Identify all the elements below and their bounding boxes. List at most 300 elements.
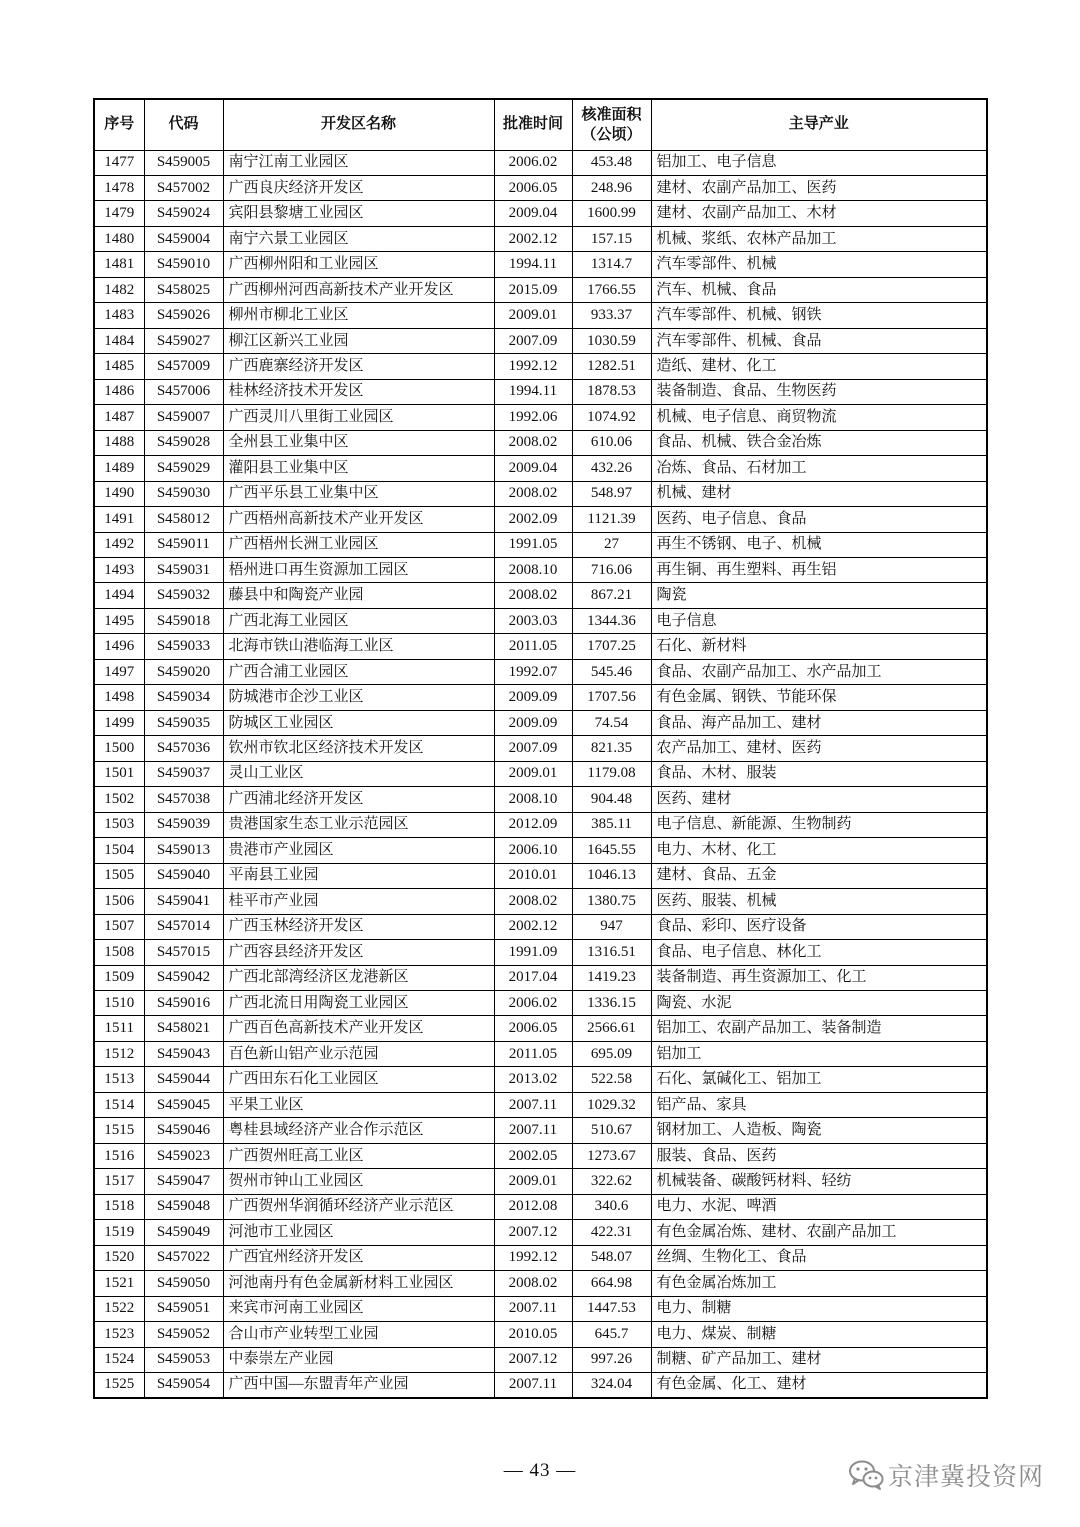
cell-code: S459047	[144, 1169, 223, 1194]
cell-approved-area: 545.46	[572, 659, 651, 684]
cell-zone-name: 梧州进口再生资源加工园区	[223, 558, 494, 583]
cell-leading-industry: 电力、水泥、啤酒	[651, 1194, 987, 1219]
cell-seq: 1478	[94, 175, 144, 200]
cell-zone-name: 广西柳州阳和工业园区	[223, 252, 494, 277]
cell-zone-name: 贺州市钟山工业园区	[223, 1169, 494, 1194]
cell-approved-area: 1029.32	[572, 1092, 651, 1117]
cell-approval-date: 2003.03	[494, 608, 572, 633]
cell-code: S457002	[144, 175, 223, 200]
cell-approval-date: 2009.01	[494, 1169, 572, 1194]
cell-approved-area: 385.11	[572, 812, 651, 837]
cell-approval-date: 2007.09	[494, 328, 572, 353]
table-row	[94, 430, 987, 455]
cell-approval-date: 2007.11	[494, 1118, 572, 1143]
cell-code: S458025	[144, 277, 223, 302]
cell-zone-name: 防城区工业园区	[223, 710, 494, 735]
cell-approval-date: 2002.05	[494, 1143, 572, 1168]
cell-leading-industry: 有色金属冶炼加工	[651, 1271, 987, 1296]
cell-leading-industry: 建材、食品、五金	[651, 863, 987, 888]
table-row	[94, 1194, 987, 1219]
cell-zone-name: 广西灵川八里街工业园区	[223, 405, 494, 430]
cell-approval-date: 2009.04	[494, 456, 572, 481]
cell-seq: 1522	[94, 1296, 144, 1321]
cell-approval-date: 2011.05	[494, 634, 572, 659]
cell-code: S459054	[144, 1373, 223, 1398]
cell-leading-industry: 钢材加工、人造板、陶瓷	[651, 1118, 987, 1143]
cell-code: S459035	[144, 710, 223, 735]
cell-code: S459046	[144, 1118, 223, 1143]
cell-approved-area: 248.96	[572, 175, 651, 200]
cell-approved-area: 27	[572, 532, 651, 557]
cell-approval-date: 2009.09	[494, 685, 572, 710]
cell-leading-industry: 陶瓷、水泥	[651, 990, 987, 1015]
cell-approved-area: 548.07	[572, 1245, 651, 1270]
cell-leading-industry: 铝产品、家具	[651, 1092, 987, 1117]
cell-approved-area: 933.37	[572, 303, 651, 328]
cell-code: S459040	[144, 863, 223, 888]
cell-seq: 1515	[94, 1118, 144, 1143]
cell-seq: 1509	[94, 965, 144, 990]
cell-code: S457006	[144, 379, 223, 404]
cell-leading-industry: 电子信息、新能源、生物制药	[651, 812, 987, 837]
cell-zone-name: 柳江区新兴工业园	[223, 328, 494, 353]
cell-approval-date: 2011.05	[494, 1041, 572, 1066]
cell-approved-area: 1766.55	[572, 277, 651, 302]
cell-approved-area: 340.6	[572, 1194, 651, 1219]
cell-approval-date: 2006.02	[494, 990, 572, 1015]
table-row	[94, 1143, 987, 1168]
cell-seq: 1486	[94, 379, 144, 404]
cell-leading-industry: 医药、电子信息、食品	[651, 507, 987, 532]
cell-zone-name: 广西贺州华润循环经济产业示范区	[223, 1194, 494, 1219]
cell-approval-date: 2010.01	[494, 863, 572, 888]
cell-code: S458012	[144, 507, 223, 532]
cell-leading-industry: 服装、食品、医药	[651, 1143, 987, 1168]
cell-zone-name: 防城港市企沙工业区	[223, 685, 494, 710]
cell-code: S457009	[144, 354, 223, 379]
cell-zone-name: 柳州市柳北工业区	[223, 303, 494, 328]
cell-code: S459004	[144, 226, 223, 251]
cell-zone-name: 宾阳县黎塘工业园区	[223, 201, 494, 226]
table-row	[94, 481, 987, 506]
cell-approved-area: 645.7	[572, 1322, 651, 1347]
table-row	[94, 1067, 987, 1092]
cell-approved-area: 904.48	[572, 787, 651, 812]
cell-approval-date: 2015.09	[494, 277, 572, 302]
cell-approved-area: 1273.67	[572, 1143, 651, 1168]
cell-zone-name: 广西浦北经济开发区	[223, 787, 494, 812]
cell-approved-area: 695.09	[572, 1041, 651, 1066]
table-row	[94, 710, 987, 735]
header-seq: 序号	[94, 99, 144, 150]
cell-seq: 1500	[94, 736, 144, 761]
cell-leading-industry: 农产品加工、建材、医药	[651, 736, 987, 761]
cell-code: S459005	[144, 150, 223, 175]
table-row	[94, 838, 987, 863]
cell-zone-name: 百色新山铝产业示范园	[223, 1041, 494, 1066]
cell-seq: 1490	[94, 481, 144, 506]
header-row	[94, 99, 987, 150]
cell-approval-date: 1991.09	[494, 940, 572, 965]
cell-approval-date: 2007.12	[494, 1220, 572, 1245]
cell-approval-date: 1992.12	[494, 1245, 572, 1270]
cell-leading-industry: 电力、木材、化工	[651, 838, 987, 863]
cell-leading-industry: 食品、海产品加工、建材	[651, 710, 987, 735]
cell-zone-name: 来宾市河南工业园区	[223, 1296, 494, 1321]
cell-leading-industry: 食品、电子信息、林化工	[651, 940, 987, 965]
cell-approval-date: 2009.09	[494, 710, 572, 735]
cell-approved-area: 821.35	[572, 736, 651, 761]
cell-approval-date: 2009.04	[494, 201, 572, 226]
cell-approval-date: 1992.06	[494, 405, 572, 430]
cell-zone-name: 广西宜州经济开发区	[223, 1245, 494, 1270]
cell-zone-name: 北海市铁山港临海工业区	[223, 634, 494, 659]
cell-approved-area: 664.98	[572, 1271, 651, 1296]
table-row	[94, 201, 987, 226]
cell-zone-name: 南宁六景工业园区	[223, 226, 494, 251]
cell-code: S459028	[144, 430, 223, 455]
table-row	[94, 1041, 987, 1066]
cell-approved-area: 716.06	[572, 558, 651, 583]
cell-zone-name: 广西容县经济开发区	[223, 940, 494, 965]
header-zone-name: 开发区名称	[223, 99, 494, 150]
cell-approved-area: 1316.51	[572, 940, 651, 965]
cell-code: S459013	[144, 838, 223, 863]
cell-leading-industry: 有色金属冶炼、建材、农副产品加工	[651, 1220, 987, 1245]
cell-leading-industry: 机械装备、碳酸钙材料、轻纺	[651, 1169, 987, 1194]
cell-code: S459020	[144, 659, 223, 684]
table-row	[94, 761, 987, 786]
cell-leading-industry: 造纸、建材、化工	[651, 354, 987, 379]
cell-code: S458021	[144, 1016, 223, 1041]
cell-approval-date: 2007.11	[494, 1092, 572, 1117]
cell-seq: 1485	[94, 354, 144, 379]
cell-approval-date: 1994.11	[494, 252, 572, 277]
cell-approved-area: 432.26	[572, 456, 651, 481]
cell-leading-industry: 装备制造、再生资源加工、化工	[651, 965, 987, 990]
cell-code: S459043	[144, 1041, 223, 1066]
table-row	[94, 405, 987, 430]
cell-approval-date: 2008.02	[494, 889, 572, 914]
table-row	[94, 812, 987, 837]
cell-approval-date: 2008.02	[494, 1271, 572, 1296]
cell-approved-area: 157.15	[572, 226, 651, 251]
cell-leading-industry: 医药、服装、机械	[651, 889, 987, 914]
cell-approval-date: 2006.02	[494, 150, 572, 175]
cell-leading-industry: 食品、木材、服装	[651, 761, 987, 786]
cell-code: S459007	[144, 405, 223, 430]
table-row	[94, 659, 987, 684]
cell-approved-area: 610.06	[572, 430, 651, 455]
cell-leading-industry: 汽车零部件、机械	[651, 252, 987, 277]
cell-leading-industry: 电力、制糖	[651, 1296, 987, 1321]
cell-approved-area: 1179.08	[572, 761, 651, 786]
table-row	[94, 583, 987, 608]
cell-seq: 1492	[94, 532, 144, 557]
cell-approval-date: 2008.10	[494, 558, 572, 583]
cell-approved-area: 1447.53	[572, 1296, 651, 1321]
table-row	[94, 379, 987, 404]
cell-approved-area: 1380.75	[572, 889, 651, 914]
cell-approval-date: 2009.01	[494, 761, 572, 786]
cell-seq: 1505	[94, 863, 144, 888]
cell-seq: 1507	[94, 914, 144, 939]
cell-seq: 1501	[94, 761, 144, 786]
cell-seq: 1503	[94, 812, 144, 837]
cell-leading-industry: 铝加工	[651, 1041, 987, 1066]
cell-code: S459010	[144, 252, 223, 277]
cell-approved-area: 453.48	[572, 150, 651, 175]
cell-approval-date: 1994.11	[494, 379, 572, 404]
table-row	[94, 736, 987, 761]
cell-seq: 1480	[94, 226, 144, 251]
cell-leading-industry: 机械、浆纸、农林产品加工	[651, 226, 987, 251]
cell-zone-name: 广西玉林经济开发区	[223, 914, 494, 939]
cell-leading-industry: 冶炼、食品、石材加工	[651, 456, 987, 481]
cell-approval-date: 1992.07	[494, 659, 572, 684]
cell-approval-date: 2013.02	[494, 1067, 572, 1092]
table-row	[94, 354, 987, 379]
table-row	[94, 558, 987, 583]
table-row	[94, 303, 987, 328]
table-row	[94, 990, 987, 1015]
cell-seq: 1510	[94, 990, 144, 1015]
cell-leading-industry: 石化、新材料	[651, 634, 987, 659]
cell-approved-area: 1314.7	[572, 252, 651, 277]
cell-seq: 1496	[94, 634, 144, 659]
cell-code: S459034	[144, 685, 223, 710]
header-area-unit: （公顷）	[581, 126, 642, 143]
cell-seq: 1504	[94, 838, 144, 863]
cell-seq: 1489	[94, 456, 144, 481]
cell-approval-date: 2002.12	[494, 226, 572, 251]
cell-leading-industry: 装备制造、食品、生物医药	[651, 379, 987, 404]
cell-code: S459011	[144, 532, 223, 557]
cell-zone-name: 中泰崇左产业园	[223, 1347, 494, 1372]
cell-seq: 1482	[94, 277, 144, 302]
cell-approved-area: 1121.39	[572, 507, 651, 532]
cell-leading-industry: 机械、电子信息、商贸物流	[651, 405, 987, 430]
cell-seq: 1517	[94, 1169, 144, 1194]
cell-code: S459032	[144, 583, 223, 608]
cell-seq: 1511	[94, 1016, 144, 1041]
cell-zone-name: 广西梧州高新技术产业开发区	[223, 507, 494, 532]
cell-approval-date: 2017.04	[494, 965, 572, 990]
cell-approval-date: 2002.09	[494, 507, 572, 532]
cell-seq: 1508	[94, 940, 144, 965]
cell-code: S457038	[144, 787, 223, 812]
cell-code: S459042	[144, 965, 223, 990]
cell-zone-name: 广西田东石化工业园区	[223, 1067, 494, 1092]
cell-leading-industry: 再生铜、再生塑料、再生铝	[651, 558, 987, 583]
cell-leading-industry: 再生不锈钢、电子、机械	[651, 532, 987, 557]
cell-approval-date: 2007.11	[494, 1373, 572, 1398]
cell-leading-industry: 电子信息	[651, 608, 987, 633]
table-row	[94, 252, 987, 277]
cell-zone-name: 广西中国—东盟青年产业园	[223, 1373, 494, 1398]
cell-zone-name: 河池市工业园区	[223, 1220, 494, 1245]
cell-leading-industry: 电力、煤炭、制糖	[651, 1322, 987, 1347]
cell-code: S459049	[144, 1220, 223, 1245]
cell-approval-date: 2007.09	[494, 736, 572, 761]
cell-seq: 1525	[94, 1373, 144, 1398]
cell-code: S459033	[144, 634, 223, 659]
cell-zone-name: 桂林经济技术开发区	[223, 379, 494, 404]
cell-zone-name: 合山市产业转型工业园	[223, 1322, 494, 1347]
header-approval-date: 批准时间	[494, 99, 572, 150]
cell-approved-area: 522.58	[572, 1067, 651, 1092]
cell-seq: 1519	[94, 1220, 144, 1245]
cell-leading-industry: 医药、建材	[651, 787, 987, 812]
cell-approval-date: 2008.02	[494, 481, 572, 506]
cell-approval-date: 2009.01	[494, 303, 572, 328]
table-row	[94, 940, 987, 965]
cell-zone-name: 平果工业区	[223, 1092, 494, 1117]
table-row	[94, 1016, 987, 1041]
table-row	[94, 1220, 987, 1245]
cell-zone-name: 桂平市产业园	[223, 889, 494, 914]
table-row	[94, 965, 987, 990]
development-zone-table-container	[93, 98, 986, 1399]
cell-zone-name: 广西鹿寨经济开发区	[223, 354, 494, 379]
cell-code: S459031	[144, 558, 223, 583]
cell-code: S459016	[144, 990, 223, 1015]
table-row	[94, 226, 987, 251]
cell-zone-name: 广西良庆经济开发区	[223, 175, 494, 200]
cell-approved-area: 947	[572, 914, 651, 939]
cell-zone-name: 广西北流日用陶瓷工业园区	[223, 990, 494, 1015]
cell-leading-industry: 食品、彩印、医疗设备	[651, 914, 987, 939]
cell-seq: 1491	[94, 507, 144, 532]
cell-leading-industry: 铝加工、农副产品加工、装备制造	[651, 1016, 987, 1041]
cell-code: S459051	[144, 1296, 223, 1321]
cell-zone-name: 广西北部湾经济区龙港新区	[223, 965, 494, 990]
cell-approval-date: 2008.02	[494, 430, 572, 455]
cell-leading-industry: 石化、氯碱化工、铝加工	[651, 1067, 987, 1092]
cell-approval-date: 2012.08	[494, 1194, 572, 1219]
cell-code: S459045	[144, 1092, 223, 1117]
cell-seq: 1513	[94, 1067, 144, 1092]
cell-seq: 1479	[94, 201, 144, 226]
cell-code: S459041	[144, 889, 223, 914]
cell-seq: 1516	[94, 1143, 144, 1168]
cell-zone-name: 广西梧州长洲工业园区	[223, 532, 494, 557]
cell-leading-industry: 制糖、矿产品加工、建材	[651, 1347, 987, 1372]
cell-approved-area: 2566.61	[572, 1016, 651, 1041]
cell-seq: 1502	[94, 787, 144, 812]
cell-seq: 1497	[94, 659, 144, 684]
cell-seq: 1495	[94, 608, 144, 633]
cell-zone-name: 贵港市产业园区	[223, 838, 494, 863]
table-row	[94, 1347, 987, 1372]
cell-seq: 1498	[94, 685, 144, 710]
cell-zone-name: 藤县中和陶瓷产业园	[223, 583, 494, 608]
cell-seq: 1488	[94, 430, 144, 455]
cell-code: S459050	[144, 1271, 223, 1296]
cell-seq: 1477	[94, 150, 144, 175]
cell-approved-area: 1419.23	[572, 965, 651, 990]
watermark	[848, 1458, 1044, 1492]
cell-zone-name: 贵港国家生态工业示范园区	[223, 812, 494, 837]
cell-seq: 1523	[94, 1322, 144, 1347]
cell-code: S459053	[144, 1347, 223, 1372]
cell-code: S459052	[144, 1322, 223, 1347]
cell-code: S457014	[144, 914, 223, 939]
cell-leading-industry: 食品、机械、铁合金冶炼	[651, 430, 987, 455]
cell-seq: 1499	[94, 710, 144, 735]
cell-approved-area: 422.31	[572, 1220, 651, 1245]
cell-zone-name: 广西百色高新技术产业开发区	[223, 1016, 494, 1041]
cell-code: S459023	[144, 1143, 223, 1168]
cell-approved-area: 997.26	[572, 1347, 651, 1372]
table-row	[94, 1245, 987, 1270]
cell-leading-industry: 汽车零部件、机械、钢铁	[651, 303, 987, 328]
table-row	[94, 889, 987, 914]
cell-zone-name: 广西平乐县工业集中区	[223, 481, 494, 506]
cell-approval-date: 2002.12	[494, 914, 572, 939]
table-row	[94, 507, 987, 532]
page-number: — 43 —	[503, 1460, 577, 1481]
cell-seq: 1484	[94, 328, 144, 353]
cell-leading-industry: 建材、农副产品加工、医药	[651, 175, 987, 200]
cell-zone-name: 粤桂县域经济产业合作示范区	[223, 1118, 494, 1143]
cell-seq: 1518	[94, 1194, 144, 1219]
table-row	[94, 1322, 987, 1347]
cell-leading-industry: 铝加工、电子信息	[651, 150, 987, 175]
cell-approval-date: 2007.12	[494, 1347, 572, 1372]
cell-approved-area: 1344.36	[572, 608, 651, 633]
table-row	[94, 634, 987, 659]
cell-leading-industry: 建材、农副产品加工、木材	[651, 201, 987, 226]
cell-code: S459029	[144, 456, 223, 481]
cell-zone-name: 全州县工业集中区	[223, 430, 494, 455]
table-row	[94, 1118, 987, 1143]
cell-code: S459018	[144, 608, 223, 633]
cell-leading-industry: 汽车零部件、机械、食品	[651, 328, 987, 353]
cell-approved-area: 1046.13	[572, 863, 651, 888]
table-header	[94, 99, 987, 150]
header-leading-industry: 主导产业	[651, 99, 987, 150]
cell-leading-industry: 丝绸、生物化工、食品	[651, 1245, 987, 1270]
wechat-icon	[848, 1459, 884, 1491]
cell-zone-name: 广西贺州旺高工业区	[223, 1143, 494, 1168]
cell-code: S457036	[144, 736, 223, 761]
cell-zone-name: 广西北海工业园区	[223, 608, 494, 633]
cell-seq: 1494	[94, 583, 144, 608]
cell-code: S459048	[144, 1194, 223, 1219]
cell-seq: 1521	[94, 1271, 144, 1296]
cell-approval-date: 2012.09	[494, 812, 572, 837]
header-area-label: 核准面积	[581, 106, 642, 123]
cell-approval-date: 2006.10	[494, 838, 572, 863]
table-row	[94, 277, 987, 302]
cell-approved-area: 510.67	[572, 1118, 651, 1143]
cell-seq: 1512	[94, 1041, 144, 1066]
table-row	[94, 863, 987, 888]
cell-seq: 1520	[94, 1245, 144, 1270]
cell-leading-industry: 汽车、机械、食品	[651, 277, 987, 302]
cell-approved-area: 1600.99	[572, 201, 651, 226]
cell-approved-area: 1336.15	[572, 990, 651, 1015]
cell-code: S459027	[144, 328, 223, 353]
table-body	[94, 150, 987, 1398]
cell-approval-date: 2008.10	[494, 787, 572, 812]
cell-seq: 1493	[94, 558, 144, 583]
table-row	[94, 1271, 987, 1296]
cell-seq: 1524	[94, 1347, 144, 1372]
cell-approved-area: 1645.55	[572, 838, 651, 863]
cell-zone-name: 广西柳州河西高新技术产业开发区	[223, 277, 494, 302]
